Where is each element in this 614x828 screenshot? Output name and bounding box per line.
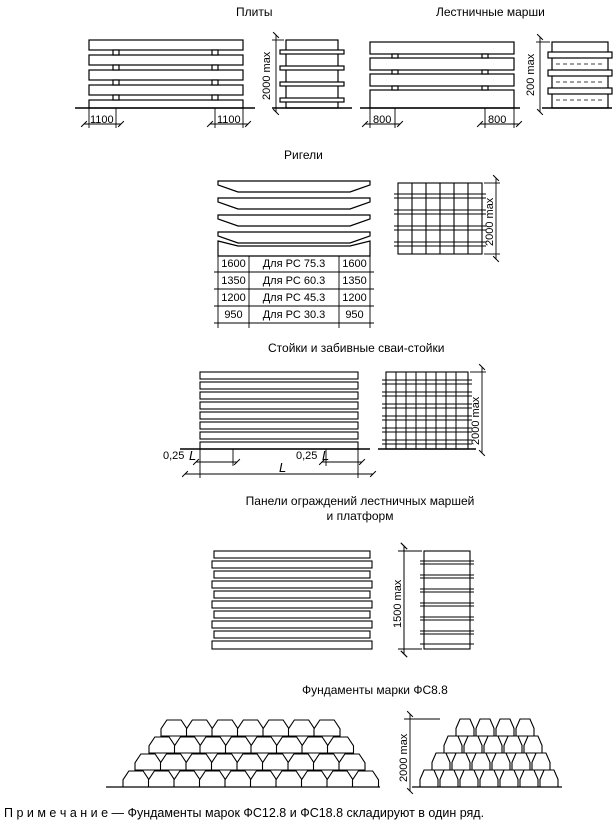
foundation-block	[302, 771, 328, 787]
foundation-block	[432, 753, 450, 770]
foundation-block	[452, 753, 470, 770]
stair-flight-end	[548, 42, 612, 108]
crossbar-stack-side	[218, 181, 370, 256]
foundation-block	[520, 770, 538, 787]
table-cell-left: 1350	[221, 275, 246, 287]
foundation-block	[476, 719, 494, 736]
foundation-block	[263, 720, 289, 736]
foundation-block	[516, 719, 534, 736]
title-paneli-line1: Панели ограждений лестничных маршей	[245, 494, 475, 508]
foundation-block	[149, 737, 175, 753]
foundation-stack-end	[420, 719, 558, 787]
dim-stoyki-height: 2000 max	[470, 396, 482, 445]
dim-marshi-right: 800	[488, 114, 507, 126]
dim-plity-left: 1100	[90, 114, 114, 126]
foundation-block	[135, 754, 161, 770]
foundation-block	[327, 771, 353, 787]
title-fundamenty: Фундаменты марки ФС8.8	[302, 683, 448, 697]
table-cell-label: Для РС 75.3	[262, 258, 326, 270]
foundation-block	[314, 754, 340, 770]
dim-paneli-height: 1500 max	[392, 579, 404, 628]
table-cell-right: 950	[345, 309, 364, 321]
foundation-block	[175, 737, 201, 753]
table-cell-right: 1350	[342, 275, 367, 287]
foundation-stack-side	[123, 720, 379, 787]
foundation-block	[353, 771, 379, 787]
title-rigeli: Ригели	[284, 148, 323, 162]
foundation-block	[212, 754, 238, 770]
title-stoyki: Стойки и забивные сваи-стойки	[268, 341, 445, 355]
table-cell-right: 1200	[342, 292, 367, 304]
foundation-block	[289, 720, 315, 736]
foundation-block	[480, 770, 498, 787]
foundation-block	[200, 737, 226, 753]
foundation-block	[420, 770, 438, 787]
table-cell-left: 1200	[221, 292, 246, 304]
dim-rigeli-height: 2000 max	[484, 197, 496, 246]
dim-marshi-height: 200 max	[525, 53, 537, 96]
foundation-block	[161, 720, 187, 736]
foundation-block	[532, 753, 550, 770]
column-stack-side	[200, 372, 358, 449]
table-cell-right: 1600	[342, 258, 367, 270]
table-cell-label: Для РС 45.3	[262, 292, 326, 304]
dim-stoyki-right: 0,25	[296, 450, 318, 462]
footnote	[4, 806, 484, 820]
dim-stoyki-right-L: L	[322, 448, 330, 463]
foundation-block	[277, 737, 303, 753]
foundation-block	[464, 736, 482, 753]
slab-stack-end	[280, 40, 344, 108]
table-cell-left: 950	[224, 309, 243, 321]
foundation-block	[187, 720, 213, 736]
foundation-block	[251, 771, 277, 787]
foundation-block	[149, 771, 175, 787]
table-cell-left: 1600	[221, 258, 246, 270]
stair-flight-side	[370, 42, 514, 108]
foundation-block	[123, 771, 149, 787]
foundation-block	[328, 737, 354, 753]
foundation-block	[200, 771, 226, 787]
foundation-block	[460, 770, 478, 787]
foundation-block	[492, 753, 510, 770]
footnote-prefix: П р и м е ч а н и е	[4, 806, 109, 820]
table-cell-label: Для РС 60.3	[262, 275, 326, 287]
foundation-block	[314, 720, 340, 736]
table-cell-label: Для РС 30.3	[262, 309, 326, 321]
foundation-block	[524, 736, 542, 753]
foundation-block	[484, 736, 502, 753]
dim-stoyki-left: 0,25	[163, 450, 185, 462]
foundation-block	[174, 771, 200, 787]
title-plity: Плиты	[236, 5, 273, 19]
foundation-block	[288, 754, 314, 770]
foundation-block	[276, 771, 302, 787]
panel-stack-side	[212, 551, 372, 649]
foundation-block	[472, 753, 490, 770]
dim-plity-right: 1100	[217, 114, 241, 126]
foundation-block	[251, 737, 277, 753]
dim-stoyki-left-L: L	[189, 448, 197, 463]
foundation-block	[444, 736, 462, 753]
foundation-block	[500, 770, 518, 787]
foundation-block	[238, 720, 264, 736]
foundation-block	[512, 753, 530, 770]
foundation-block	[496, 719, 514, 736]
title-marshi: Лестничные марши	[436, 5, 545, 19]
dim-plity-height: 2000 max	[261, 51, 273, 100]
foundation-block	[456, 719, 474, 736]
dim-fund-height: 2000 max	[398, 733, 410, 782]
foundation-block	[226, 737, 252, 753]
foundation-block	[237, 754, 263, 770]
foundation-block	[186, 754, 212, 770]
foundation-block	[212, 720, 238, 736]
foundation-block	[302, 737, 328, 753]
footnote-text: — Фундаменты марок ФС12.8 и ФС18.8 складируют в один ряд.	[108, 806, 485, 820]
foundation-block	[504, 736, 522, 753]
dim-stoyki-total-L: L	[279, 460, 287, 475]
foundation-block	[225, 771, 251, 787]
foundation-block	[440, 770, 458, 787]
foundation-block	[161, 754, 187, 770]
slab-stack-side	[89, 40, 243, 108]
title-paneli-line2: и платформ	[326, 509, 394, 523]
foundation-block	[263, 754, 289, 770]
foundation-block	[339, 754, 365, 770]
foundation-block	[540, 770, 558, 787]
dim-marshi-left: 800	[373, 114, 392, 126]
